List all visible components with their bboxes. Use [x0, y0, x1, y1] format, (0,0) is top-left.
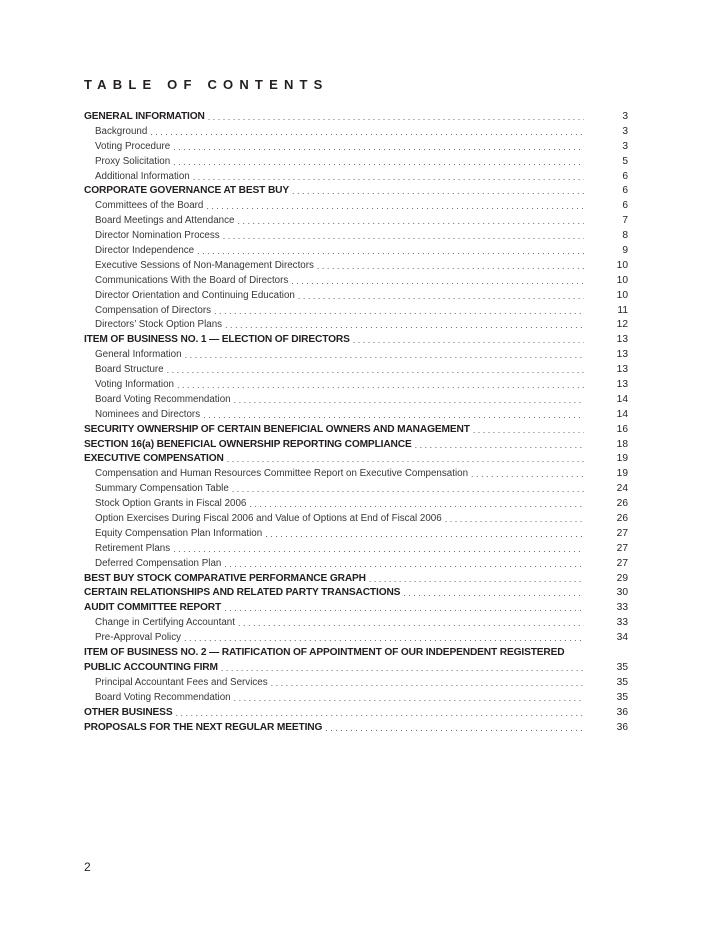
toc-entry-title: Option Exercises During Fiscal 2006 and Value of Options at End of Fiscal 2006 — [95, 513, 442, 525]
toc-entry-title: Stock Option Grants in Fiscal 2006 — [95, 498, 247, 510]
toc-entry-page: 35 — [616, 676, 628, 688]
toc-entry[interactable] — [84, 497, 628, 512]
dot-leader — [193, 170, 584, 185]
toc-entry-title: PUBLIC ACCOUNTING FIRM — [84, 661, 218, 673]
toc-entry[interactable] — [84, 214, 628, 229]
toc-entry[interactable] — [84, 587, 628, 602]
toc-entry-page: 5 — [622, 155, 628, 167]
toc-entry-title: Summary Compensation Table — [95, 483, 229, 495]
toc-entry[interactable] — [84, 348, 628, 363]
toc-entry-page: 33 — [616, 602, 628, 614]
dot-leader — [173, 542, 584, 557]
toc-entry-page: 36 — [616, 721, 628, 733]
toc-entry-page: 35 — [616, 661, 628, 673]
dot-leader — [234, 691, 584, 706]
toc-entry-page: 19 — [616, 453, 628, 465]
toc-entry-title: Directors’ Stock Option Plans — [95, 319, 223, 331]
toc-entry[interactable] — [84, 363, 628, 378]
toc-entry-page: 26 — [616, 513, 628, 525]
toc-entry-page: 24 — [616, 483, 628, 495]
toc-entry-page: 36 — [616, 706, 628, 718]
toc-entry-title: ITEM OF BUSINESS NO. 1 — ELECTION OF DIRECTORS — [84, 334, 350, 346]
toc-entry[interactable] — [84, 721, 628, 736]
toc-entry-page: 11 — [617, 304, 628, 316]
dot-leader — [238, 616, 584, 631]
toc-entry-title: Equity Compensation Plan Information — [95, 527, 263, 539]
toc-entry-title: CERTAIN RELATIONSHIPS AND RELATED PARTY TRANSACTIONS — [84, 587, 401, 599]
toc-entry[interactable] — [84, 616, 628, 631]
toc-entry[interactable] — [84, 512, 628, 527]
toc-entry[interactable] — [84, 661, 628, 676]
toc-entry-page: 16 — [616, 423, 628, 435]
toc-entry-title: SECTION 16(a) BENEFICIAL OWNERSHIP REPORTING COMPLIANCE — [84, 438, 412, 450]
toc-entry-title: Retirement Plans — [95, 542, 171, 554]
toc-entry[interactable] — [84, 706, 628, 721]
toc-entry-title: Proxy Solicitation — [95, 155, 171, 167]
toc-entry[interactable] — [84, 557, 628, 572]
dot-leader — [167, 363, 584, 378]
toc-entry-title: EXECUTIVE COMPENSATION — [84, 453, 224, 465]
page-title: TABLE OF CONTENTS — [84, 77, 329, 92]
toc-entry-title: Director Independence — [95, 245, 195, 256]
toc-entry-title: Voting Information — [95, 379, 174, 391]
toc-entry-title: Background — [95, 125, 148, 137]
toc-entry-page: 3 — [622, 110, 628, 122]
toc-entry-title: Board Structure — [95, 364, 164, 376]
toc-entry-title: Board Voting Recommendation — [95, 393, 231, 405]
toc-entry[interactable] — [84, 646, 628, 661]
toc-entry[interactable] — [84, 318, 628, 333]
toc-entry-page: 6 — [622, 170, 628, 182]
toc-entry[interactable] — [84, 482, 628, 497]
dot-leader — [173, 140, 584, 155]
toc-entry-page: 35 — [616, 691, 628, 703]
toc-entry-title: GENERAL INFORMATION — [84, 110, 205, 122]
dot-leader — [203, 408, 584, 423]
toc-entry-title: CORPORATE GOVERNANCE AT BEST BUY — [84, 185, 289, 197]
dot-leader — [224, 557, 584, 572]
toc-entry-page: 14 — [616, 393, 628, 405]
toc-entry[interactable] — [84, 542, 628, 557]
toc-entry-title: Compensation and Human Resources Committee Report on Executive Compensation — [95, 468, 469, 480]
toc-entry[interactable] — [84, 289, 628, 304]
toc-entry-title: PROPOSALS FOR THE NEXT REGULAR MEETING — [84, 721, 323, 733]
toc-entry[interactable] — [84, 572, 628, 587]
toc-entry[interactable] — [84, 408, 628, 423]
toc-entry[interactable] — [84, 378, 628, 393]
dot-leader — [206, 199, 584, 214]
toc-entry[interactable] — [84, 304, 628, 319]
toc-entry[interactable] — [84, 259, 628, 274]
toc-entry-page: 30 — [616, 587, 628, 599]
toc-entry-title: Principal Accountant Fees and Services — [95, 676, 268, 688]
toc-entry[interactable] — [84, 423, 628, 438]
toc-entry-page: 9 — [622, 245, 628, 256]
toc-entry[interactable] — [84, 393, 628, 408]
toc-entry[interactable] — [84, 467, 628, 482]
toc-entry-page: 26 — [616, 498, 628, 510]
toc-entry-page: 13 — [616, 364, 628, 376]
toc-entry-title: Board Meetings and Attendance — [95, 215, 235, 227]
toc-entry[interactable] — [84, 691, 628, 706]
dot-leader — [298, 289, 584, 304]
toc-entry-title: Compensation of Directors — [95, 304, 211, 316]
toc-entry-page: 19 — [616, 468, 628, 480]
toc-entry[interactable] — [84, 333, 628, 348]
toc-entry-page: 8 — [622, 230, 628, 242]
toc-entry-page: 10 — [616, 259, 628, 271]
toc-entry-page: 27 — [616, 542, 628, 554]
dot-leader — [471, 467, 584, 482]
dot-leader — [445, 512, 584, 527]
toc-entry[interactable] — [84, 676, 628, 691]
toc-entry[interactable] — [84, 110, 628, 125]
toc-entry-title: Director Orientation and Continuing Education — [95, 289, 295, 301]
dot-leader — [173, 155, 584, 170]
dot-leader — [234, 393, 584, 408]
toc-entry[interactable] — [84, 244, 628, 259]
toc-entry-page: 29 — [616, 572, 628, 584]
toc-entry-title: OTHER BUSINESS — [84, 706, 173, 718]
dot-leader — [232, 482, 584, 497]
dot-leader — [184, 631, 584, 646]
dot-leader — [175, 706, 584, 721]
toc-entry-page: 14 — [616, 408, 628, 420]
dot-leader — [227, 452, 584, 467]
dot-leader — [223, 229, 584, 244]
page-number: 2 — [84, 860, 91, 874]
toc-entry[interactable] — [84, 601, 628, 616]
dot-leader — [249, 497, 584, 512]
toc-entry-title: Board Voting Recommendation — [95, 691, 231, 703]
dot-leader — [369, 572, 584, 587]
toc-entry-title: Communications With the Board of Directors — [95, 274, 289, 286]
toc-entry-page: 10 — [616, 289, 628, 301]
toc-entry-page: 27 — [616, 557, 628, 569]
toc-entry-page: 34 — [616, 632, 628, 644]
toc-entry[interactable] — [84, 229, 628, 244]
toc-entry-page: 33 — [616, 617, 628, 629]
toc-entry[interactable] — [84, 527, 628, 542]
toc-entry-page: 13 — [616, 379, 628, 391]
toc-entry-page: 12 — [616, 319, 628, 331]
dot-leader — [415, 438, 584, 453]
toc-entry-title: Nominees and Directors — [95, 408, 201, 420]
toc-entry-page: 27 — [616, 527, 628, 539]
toc-entry[interactable] — [84, 125, 628, 140]
toc-entry-title: ITEM OF BUSINESS NO. 2 — RATIFICATION OF APPOINTMENT OF OUR INDEPENDENT REGISTERED — [84, 647, 565, 659]
dot-leader — [317, 259, 584, 274]
toc-entry[interactable] — [84, 452, 628, 467]
toc-entry[interactable] — [84, 170, 628, 185]
toc-entry-title: Director Nomination Process — [95, 230, 220, 242]
dot-leader — [214, 304, 584, 319]
dot-leader — [208, 110, 584, 125]
toc-entry-title: Deferred Compensation Plan — [95, 557, 222, 569]
table-of-contents — [84, 110, 628, 735]
toc-entry-page: 3 — [622, 125, 628, 137]
toc-entry-title: Executive Sessions of Non-Management Directors — [95, 259, 314, 271]
toc-entry[interactable] — [84, 631, 628, 646]
toc-entry-title: Voting Procedure — [95, 140, 171, 152]
dot-leader — [185, 348, 584, 363]
toc-entry-title: BEST BUY STOCK COMPARATIVE PERFORMANCE GRAPH — [84, 572, 366, 584]
toc-entry[interactable] — [84, 155, 628, 170]
dot-leader — [225, 318, 584, 333]
dot-leader — [237, 214, 584, 229]
toc-entry-page: 3 — [622, 140, 628, 152]
toc-entry-page: 13 — [616, 349, 628, 361]
dot-leader — [473, 423, 584, 438]
toc-entry-title: Pre-Approval Policy — [95, 632, 182, 644]
toc-entry-page: 18 — [616, 438, 628, 450]
dot-leader — [177, 378, 584, 393]
dot-leader — [403, 586, 584, 601]
dot-leader — [197, 244, 584, 259]
toc-entry-title: Additional Information — [95, 170, 190, 182]
dot-leader — [224, 601, 584, 616]
dot-leader — [221, 661, 584, 676]
toc-entry[interactable] — [84, 199, 628, 214]
toc-entry-page: 6 — [622, 200, 628, 212]
toc-entry-page: 6 — [622, 185, 628, 197]
toc-entry-title: AUDIT COMMITTEE REPORT — [84, 602, 222, 614]
dot-leader — [292, 184, 584, 199]
toc-entry[interactable] — [84, 274, 628, 289]
toc-entry-page: 10 — [616, 274, 628, 286]
toc-entry-page: 7 — [622, 215, 628, 227]
dot-leader — [271, 676, 584, 691]
toc-entry-title: SECURITY OWNERSHIP OF CERTAIN BENEFICIAL OWNERS AND MANAGEMENT — [84, 423, 470, 435]
toc-entry[interactable] — [84, 140, 628, 155]
dot-leader — [325, 721, 584, 736]
toc-entry[interactable] — [84, 438, 628, 453]
toc-entry-title: Committees of the Board — [95, 200, 204, 212]
dot-leader — [150, 125, 584, 140]
dot-leader — [291, 274, 584, 289]
toc-entry-title: General Information — [95, 349, 182, 361]
toc-entry-title: Change in Certifying Accountant — [95, 617, 235, 629]
toc-entry[interactable] — [84, 184, 628, 199]
dot-leader — [265, 527, 584, 542]
toc-entry-page: 13 — [616, 334, 628, 346]
dot-leader — [353, 333, 584, 348]
